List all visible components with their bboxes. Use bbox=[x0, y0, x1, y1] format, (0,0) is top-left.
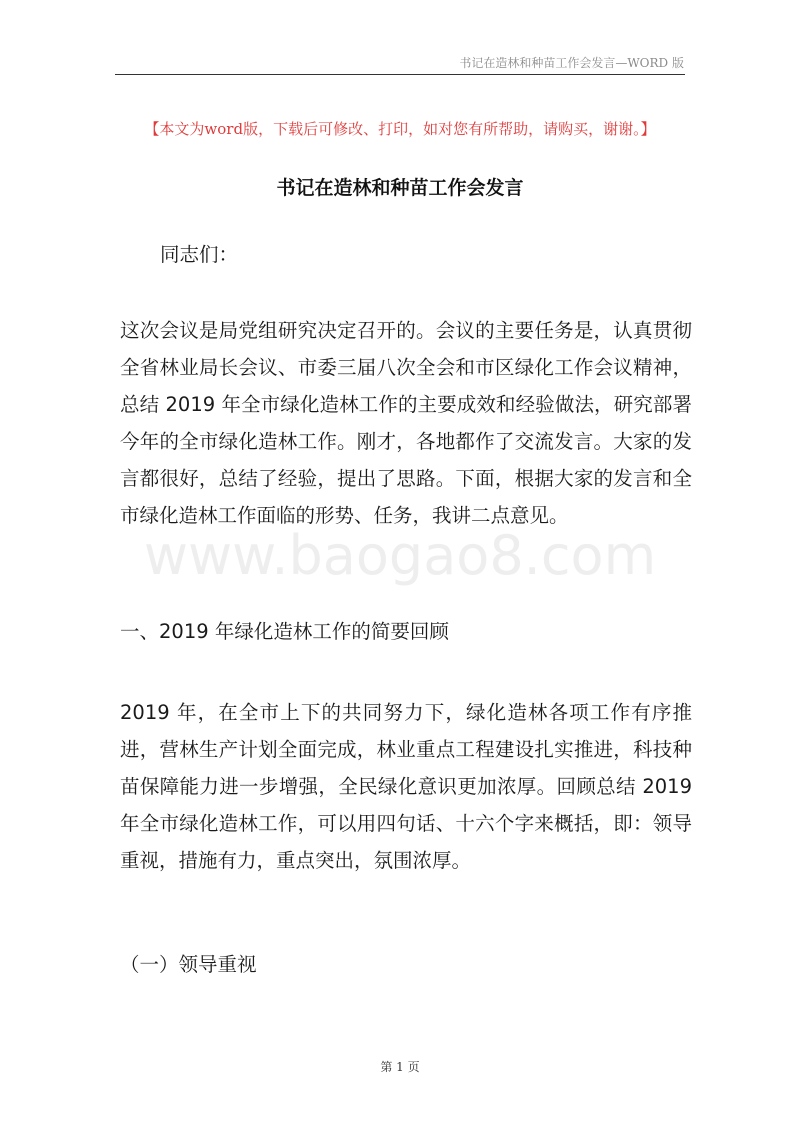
running-header: 书记在造林和种苗工作会发言—WORD 版 bbox=[459, 56, 684, 70]
document-title: 书记在造林和种苗工作会发言 bbox=[276, 177, 524, 199]
intro-paragraph: 这次会议是局党组研究决定召开的。会议的主要任务是，认真贯彻全省林业局长会议、市委三届八次全会和市区绿化工作会议精神，总结 2019 年全市绿化造林工作的主要成效和经验做法，研究部署今年的全市绿化造林工作。刚才，各地都作了交流发言。大家的发言都很好，总结了经验，提出了思路。下面，根据大家的发言和全市绿化造林工作面临的形势、任务，我讲二点意见。 bbox=[120, 319, 692, 527]
page-number: 第 1 页 bbox=[380, 1060, 420, 1074]
greeting: 同志们： bbox=[160, 243, 239, 266]
review-paragraph: 2019 年，在全市上下的共同努力下，绿化造林各项工作有序推进，营林生产计划全面完成，林业重点工程建设扎实推进，科技种苗保障能力进一步增强，全民绿化意识更加浓厚。回顾总结 2019 年全市绿化造林工作，可以用四句话、十六个字来概括，即：领导重视，措施有力，重点突出，氛围浓厚。 bbox=[120, 701, 692, 872]
watermark: www.baogao8.com bbox=[143, 524, 657, 587]
subsection-heading: （一）领导重视 bbox=[120, 953, 257, 976]
purchase-notice: 【本文为word版，下载后可修改、打印，如对您有所帮助，请购买，谢谢。】 bbox=[144, 120, 656, 138]
section-heading: 一、2019 年绿化造林工作的简要回顾 bbox=[120, 620, 449, 643]
header-divider bbox=[115, 74, 685, 75]
